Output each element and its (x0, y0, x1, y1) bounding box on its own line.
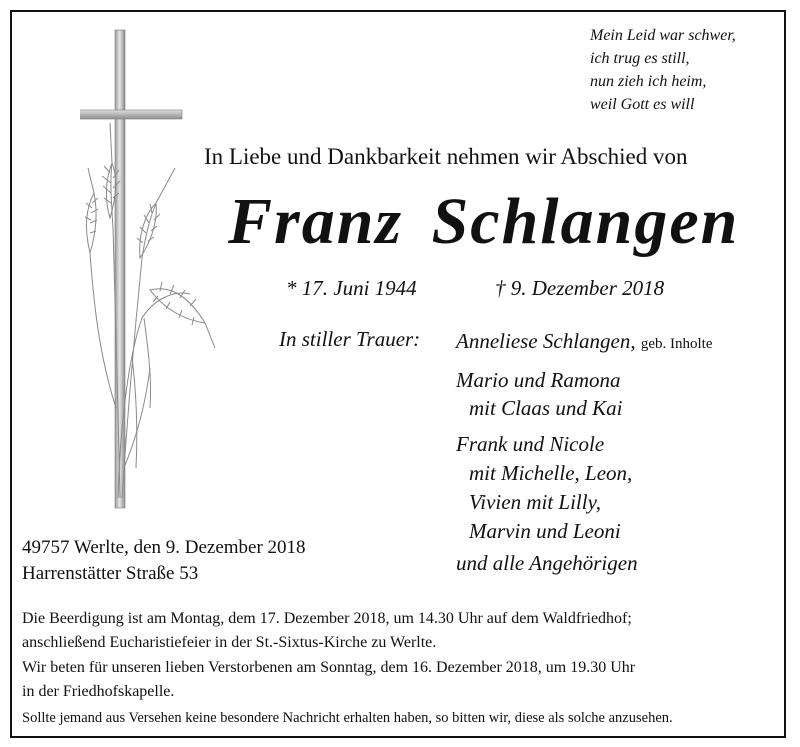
address-block (22, 535, 306, 587)
disclaimer-notice: Sollte jemand aus Versehen keine besondere Nachricht erhalten haben, so bitten wir, diese als solche anzusehen. (22, 710, 673, 726)
family-line: mit Michelle, Leon, (469, 461, 633, 485)
spouse-maiden-name: geb. Inholte (640, 336, 713, 352)
death-date: † 9. Dezember 2018 (495, 276, 665, 300)
family-line: Marvin und Leoni (469, 519, 621, 543)
family-line: Frank und Nicole (456, 432, 605, 456)
poem-line: nun zieh ich heim, (590, 73, 707, 90)
notice-line: in der Friedhofskapelle. (22, 683, 175, 700)
spouse-name: Anneliese Schlangen, (456, 329, 636, 353)
notice-line: Die Beerdigung ist am Montag, dem 17. Dezember 2018, um 14.30 Uhr auf dem Waldfriedhof; (22, 610, 632, 627)
address-line: 49757 Werlte, den 9. Dezember 2018 (22, 537, 306, 558)
poem-line: weil Gott es will (590, 96, 695, 113)
family-line: Mario und Ramona (456, 368, 621, 392)
notice-line: Wir beten für unseren lieben Verstorbenen am Sonntag, dem 16. Dezember 2018, um 19.30 Uhr (22, 659, 636, 676)
family-line: mit Claas und Kai (469, 396, 623, 420)
poem-line: ich trug es still, (590, 50, 690, 67)
deceased-name: Franz Schlangen (228, 185, 740, 258)
address-line: Harrenstätter Straße 53 (22, 563, 199, 584)
funeral-notice (22, 607, 632, 655)
family-line: Vivien mit Lilly, (469, 490, 602, 514)
poem (590, 24, 736, 116)
mourners-label: In stiller Trauer: (279, 327, 421, 351)
cross-with-wheat-icon (80, 28, 220, 518)
family-group-2 (456, 430, 632, 546)
spouse-line (456, 327, 713, 358)
intro-text: In Liebe und Dankbarkeit nehmen wir Abschied von (204, 144, 688, 169)
relatives-closing: und alle Angehörigen (456, 551, 638, 575)
poem-line: Mein Leid war schwer, (590, 27, 736, 44)
family-group-1 (456, 366, 622, 422)
birth-date: * 17. Juni 1944 (286, 276, 417, 300)
notice-line: anschließend Eucharistiefeier in der St.-Sixtus-Kirche zu Werlte. (22, 634, 437, 651)
prayer-notice (22, 656, 635, 704)
